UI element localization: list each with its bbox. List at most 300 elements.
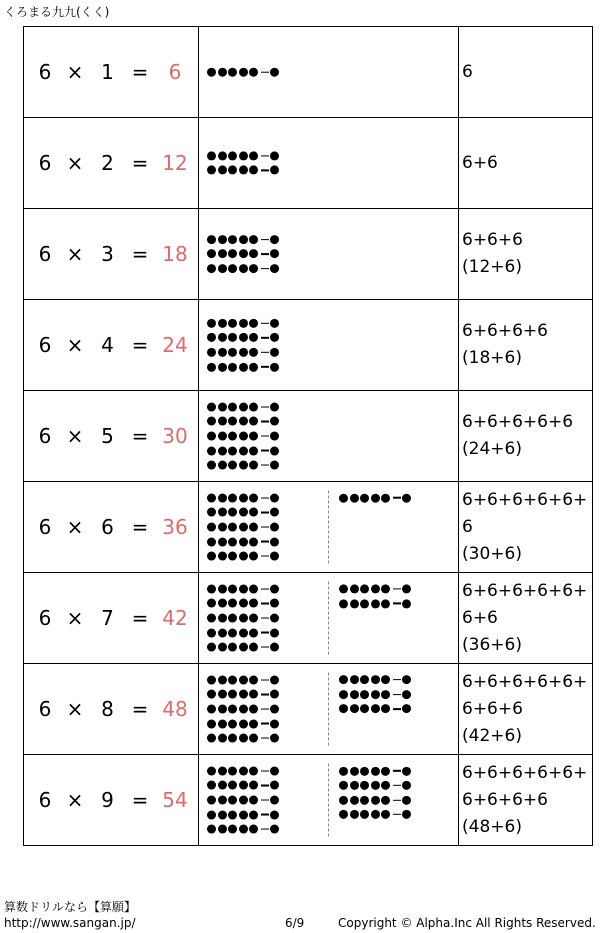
black-dot xyxy=(218,643,227,652)
black-dot xyxy=(228,508,237,517)
black-dot xyxy=(218,250,227,259)
black-dot xyxy=(239,628,248,637)
black-dot xyxy=(350,766,359,775)
dot-row xyxy=(339,702,413,717)
black-dot xyxy=(270,810,279,819)
black-dot xyxy=(249,319,258,328)
black-dot xyxy=(228,235,237,244)
black-dot xyxy=(228,264,237,273)
repeated-addition: 6+6+6 (12+6) xyxy=(462,230,523,277)
dot-group-right xyxy=(339,582,413,611)
black-dot xyxy=(381,599,390,608)
black-dot xyxy=(218,796,227,805)
black-dot xyxy=(239,166,248,175)
equals-sign: = xyxy=(131,515,149,539)
black-dot xyxy=(249,734,258,743)
times-sign: × xyxy=(66,788,84,812)
black-dot xyxy=(239,446,248,455)
table-row xyxy=(24,300,593,391)
black-dot xyxy=(239,432,248,441)
black-dot xyxy=(218,810,227,819)
black-dot xyxy=(249,166,258,175)
dash xyxy=(261,322,269,323)
black-dot xyxy=(402,493,411,502)
black-dot xyxy=(270,432,279,441)
dot-group-left xyxy=(207,148,281,177)
answer: 48 xyxy=(162,697,188,721)
equation-cell xyxy=(24,664,199,755)
dash xyxy=(393,799,401,800)
black-dot xyxy=(270,584,279,593)
black-dot xyxy=(249,235,258,244)
black-dot xyxy=(270,493,279,502)
table-row xyxy=(24,573,593,664)
footer-brand: 算数ドリルなら【算願】 xyxy=(4,900,137,914)
black-dot xyxy=(228,333,237,342)
black-dot xyxy=(360,810,369,819)
black-dot xyxy=(371,690,380,699)
answer: 12 xyxy=(162,151,188,175)
black-dot xyxy=(381,584,390,593)
equation-cell xyxy=(24,300,199,391)
dot-row xyxy=(207,822,281,837)
dot-group-right xyxy=(339,673,413,717)
black-dot xyxy=(360,599,369,608)
dash xyxy=(261,799,269,800)
black-dot xyxy=(207,810,216,819)
dash xyxy=(261,435,269,436)
dash xyxy=(261,155,269,156)
black-dot xyxy=(239,402,248,411)
dot-row xyxy=(207,400,281,415)
equals-sign: = xyxy=(131,697,149,721)
black-dot xyxy=(239,796,248,805)
black-dot xyxy=(228,166,237,175)
multiplication-table xyxy=(23,26,593,846)
black-dot xyxy=(228,675,237,684)
black-dot xyxy=(218,719,227,728)
black-dot xyxy=(249,362,258,371)
black-dot xyxy=(339,781,348,790)
black-dot xyxy=(339,705,348,714)
dot-row xyxy=(207,582,281,597)
black-dot xyxy=(350,810,359,819)
black-dot xyxy=(249,766,258,775)
black-dot xyxy=(218,432,227,441)
black-dot xyxy=(270,614,279,623)
black-dot xyxy=(270,362,279,371)
dash xyxy=(393,694,401,695)
black-dot xyxy=(228,599,237,608)
black-dot xyxy=(249,508,258,517)
black-dot xyxy=(249,825,258,834)
dot-group-left xyxy=(207,65,281,80)
dot-group-left xyxy=(207,673,281,746)
black-dot xyxy=(228,493,237,502)
equation-cell xyxy=(24,391,199,482)
black-dot xyxy=(249,461,258,470)
operand-a: 6 xyxy=(38,606,52,630)
table-row xyxy=(24,755,593,846)
dash xyxy=(261,814,269,815)
black-dot xyxy=(350,705,359,714)
times-sign: × xyxy=(66,151,84,175)
dot-row xyxy=(339,793,413,808)
black-dot xyxy=(249,537,258,546)
black-dot xyxy=(270,599,279,608)
equation xyxy=(24,209,198,299)
black-dot xyxy=(218,614,227,623)
equation-cell xyxy=(24,27,199,118)
black-dot xyxy=(207,734,216,743)
answer: 36 xyxy=(162,515,188,539)
sum-cell xyxy=(459,482,593,573)
repeated-addition: 6+6+6+6+6+ 6+6+6 (42+6) xyxy=(462,671,588,746)
black-dot xyxy=(228,348,237,357)
black-dot xyxy=(228,402,237,411)
page-number: 6/9 xyxy=(285,916,305,930)
black-dot xyxy=(239,362,248,371)
table-row xyxy=(24,664,593,755)
black-dot xyxy=(371,493,380,502)
dash xyxy=(393,603,401,604)
operand-a: 6 xyxy=(38,242,52,266)
black-dot xyxy=(218,552,227,561)
black-dot xyxy=(239,417,248,426)
repeated-addition: 6+6+6+6 (18+6) xyxy=(462,321,548,368)
black-dot xyxy=(228,690,237,699)
black-dot xyxy=(207,523,216,532)
black-dot xyxy=(339,599,348,608)
black-dot xyxy=(270,825,279,834)
dot-row xyxy=(339,687,413,702)
times-sign: × xyxy=(66,333,84,357)
dash xyxy=(261,738,269,739)
black-dot xyxy=(218,690,227,699)
black-dot xyxy=(249,432,258,441)
equation-cell xyxy=(24,209,199,300)
dot-row xyxy=(339,778,413,793)
black-dot xyxy=(218,417,227,426)
divider-line xyxy=(328,491,329,564)
black-dot xyxy=(207,825,216,834)
answer: 42 xyxy=(162,606,188,630)
black-dot xyxy=(360,584,369,593)
black-dot xyxy=(239,333,248,342)
black-dot xyxy=(207,264,216,273)
dash xyxy=(261,588,269,589)
operand-a: 6 xyxy=(38,515,52,539)
operand-a: 6 xyxy=(38,697,52,721)
black-dot xyxy=(228,523,237,532)
black-dot xyxy=(249,493,258,502)
repeated-addition: 6+6+6+6+6+ 6+6+6+6 (48+6) xyxy=(462,762,588,837)
black-dot xyxy=(381,690,390,699)
black-dot xyxy=(360,781,369,790)
black-dot xyxy=(381,810,390,819)
dot-row xyxy=(339,491,413,506)
dot-row xyxy=(339,807,413,822)
dash xyxy=(393,497,401,498)
black-dot xyxy=(402,810,411,819)
black-dot xyxy=(207,417,216,426)
operand-b: 2 xyxy=(101,151,114,175)
black-dot xyxy=(239,599,248,608)
black-dot xyxy=(249,151,258,160)
dots-cell xyxy=(199,482,459,573)
black-dot xyxy=(270,734,279,743)
black-dot xyxy=(350,796,359,805)
black-dot xyxy=(228,250,237,259)
equals-sign: = xyxy=(131,333,149,357)
table-row xyxy=(24,27,593,118)
black-dot xyxy=(360,796,369,805)
black-dot xyxy=(228,766,237,775)
black-dot xyxy=(218,537,227,546)
repeated-addition: 6+6+6+6+6+ 6+6 (36+6) xyxy=(462,580,588,655)
black-dot xyxy=(218,584,227,593)
operand-b: 6 xyxy=(101,515,114,539)
dots-cell xyxy=(199,27,459,118)
dot-row xyxy=(207,764,281,779)
dot-group-left xyxy=(207,400,281,473)
dot-row xyxy=(207,778,281,793)
dash xyxy=(261,352,269,353)
sum-cell xyxy=(459,118,593,209)
black-dot xyxy=(270,537,279,546)
black-dot xyxy=(239,68,248,77)
dot-group-left xyxy=(207,491,281,564)
answer: 30 xyxy=(162,424,188,448)
dash xyxy=(261,541,269,542)
black-dot xyxy=(270,250,279,259)
black-dot xyxy=(218,264,227,273)
black-dot xyxy=(239,614,248,623)
black-dot xyxy=(218,68,227,77)
dash xyxy=(261,421,269,422)
black-dot xyxy=(339,690,348,699)
black-dot xyxy=(381,493,390,502)
answer: 18 xyxy=(162,242,188,266)
dash xyxy=(393,679,401,680)
answer: 24 xyxy=(162,333,188,357)
black-dot xyxy=(402,781,411,790)
dot-row xyxy=(207,458,281,473)
sum-cell xyxy=(459,755,593,846)
dot-row xyxy=(207,330,281,345)
dot-group-left xyxy=(207,232,281,276)
dot-row xyxy=(339,673,413,688)
dash xyxy=(261,450,269,451)
black-dot xyxy=(228,432,237,441)
black-dot xyxy=(249,446,258,455)
dash xyxy=(393,708,401,709)
black-dot xyxy=(228,362,237,371)
dot-row xyxy=(207,232,281,247)
black-dot xyxy=(228,68,237,77)
dot-group-left xyxy=(207,316,281,374)
dot-group-right xyxy=(339,491,413,506)
black-dot xyxy=(218,461,227,470)
equation-cell xyxy=(24,482,199,573)
black-dot xyxy=(228,643,237,652)
table-row xyxy=(24,391,593,482)
black-dot xyxy=(218,166,227,175)
black-dot xyxy=(218,319,227,328)
black-dot xyxy=(249,552,258,561)
dot-row xyxy=(207,443,281,458)
black-dot xyxy=(371,584,380,593)
black-dot xyxy=(207,705,216,714)
black-dot xyxy=(239,250,248,259)
dot-row xyxy=(207,611,281,626)
table-row xyxy=(24,209,593,300)
dot-row xyxy=(339,596,413,611)
times-sign: × xyxy=(66,697,84,721)
black-dot xyxy=(249,781,258,790)
dot-row xyxy=(207,505,281,520)
divider-line xyxy=(328,764,329,837)
black-dot xyxy=(371,599,380,608)
black-dot xyxy=(270,552,279,561)
equals-sign: = xyxy=(131,242,149,266)
dot-row xyxy=(339,764,413,779)
dash xyxy=(261,497,269,498)
divider-line xyxy=(328,582,329,655)
black-dot xyxy=(381,796,390,805)
black-dot xyxy=(218,523,227,532)
dot-row xyxy=(207,793,281,808)
black-dot xyxy=(249,690,258,699)
black-dot xyxy=(270,319,279,328)
black-dot xyxy=(228,446,237,455)
times-sign: × xyxy=(66,242,84,266)
operand-b: 3 xyxy=(101,242,114,266)
dash xyxy=(261,366,269,367)
black-dot xyxy=(218,402,227,411)
sum-cell xyxy=(459,27,593,118)
dot-row xyxy=(207,534,281,549)
dash xyxy=(261,406,269,407)
repeated-addition: 6+6+6+6+6+ 6 (30+6) xyxy=(462,489,588,564)
black-dot xyxy=(270,461,279,470)
dot-group-left xyxy=(207,582,281,655)
black-dot xyxy=(339,796,348,805)
dash xyxy=(261,71,269,72)
black-dot xyxy=(228,781,237,790)
black-dot xyxy=(207,461,216,470)
black-dot xyxy=(350,599,359,608)
footer-url[interactable]: http://www.sangan.jp/ xyxy=(4,916,136,930)
black-dot xyxy=(270,166,279,175)
black-dot xyxy=(381,675,390,684)
black-dot xyxy=(218,348,227,357)
black-dot xyxy=(218,825,227,834)
black-dot xyxy=(339,584,348,593)
repeated-addition: 6+6+6+6+6 (24+6) xyxy=(462,412,574,459)
black-dot xyxy=(249,810,258,819)
black-dot xyxy=(239,264,248,273)
black-dot xyxy=(249,264,258,273)
black-dot xyxy=(270,705,279,714)
black-dot xyxy=(249,68,258,77)
dot-row xyxy=(207,148,281,163)
black-dot xyxy=(270,781,279,790)
dash xyxy=(261,770,269,771)
black-dot xyxy=(249,705,258,714)
black-dot xyxy=(207,362,216,371)
black-dot xyxy=(350,781,359,790)
black-dot xyxy=(239,584,248,593)
dot-row xyxy=(207,414,281,429)
black-dot xyxy=(228,537,237,546)
dots-cell xyxy=(199,118,459,209)
dot-row xyxy=(207,520,281,535)
dash xyxy=(393,785,401,786)
black-dot xyxy=(402,599,411,608)
dot-row xyxy=(207,247,281,262)
operand-b: 7 xyxy=(101,606,114,630)
black-dot xyxy=(207,319,216,328)
black-dot xyxy=(371,675,380,684)
dash xyxy=(261,723,269,724)
equation-cell xyxy=(24,118,199,209)
equation-cell xyxy=(24,755,199,846)
dot-row xyxy=(339,582,413,597)
dash xyxy=(261,679,269,680)
black-dot xyxy=(249,333,258,342)
dash xyxy=(261,170,269,171)
black-dot xyxy=(218,235,227,244)
black-dot xyxy=(207,537,216,546)
equals-sign: = xyxy=(131,151,149,175)
black-dot xyxy=(270,417,279,426)
dash xyxy=(261,785,269,786)
black-dot xyxy=(402,675,411,684)
black-dot xyxy=(228,461,237,470)
operand-b: 1 xyxy=(101,60,114,84)
dash xyxy=(261,465,269,466)
black-dot xyxy=(270,508,279,517)
equation xyxy=(24,573,198,663)
black-dot xyxy=(207,151,216,160)
black-dot xyxy=(239,461,248,470)
operand-a: 6 xyxy=(38,60,52,84)
sum-cell xyxy=(459,391,593,482)
black-dot xyxy=(218,675,227,684)
black-dot xyxy=(207,628,216,637)
dash xyxy=(261,253,269,254)
dot-row xyxy=(207,163,281,178)
sum-cell xyxy=(459,300,593,391)
black-dot xyxy=(402,796,411,805)
equation-cell xyxy=(24,573,199,664)
black-dot xyxy=(228,319,237,328)
black-dot xyxy=(360,675,369,684)
equals-sign: = xyxy=(131,788,149,812)
black-dot xyxy=(381,766,390,775)
black-dot xyxy=(239,151,248,160)
dot-row xyxy=(207,807,281,822)
black-dot xyxy=(249,417,258,426)
black-dot xyxy=(239,552,248,561)
black-dot xyxy=(270,235,279,244)
dots-cell xyxy=(199,573,459,664)
black-dot xyxy=(371,810,380,819)
dash xyxy=(261,239,269,240)
black-dot xyxy=(207,166,216,175)
dash xyxy=(393,814,401,815)
